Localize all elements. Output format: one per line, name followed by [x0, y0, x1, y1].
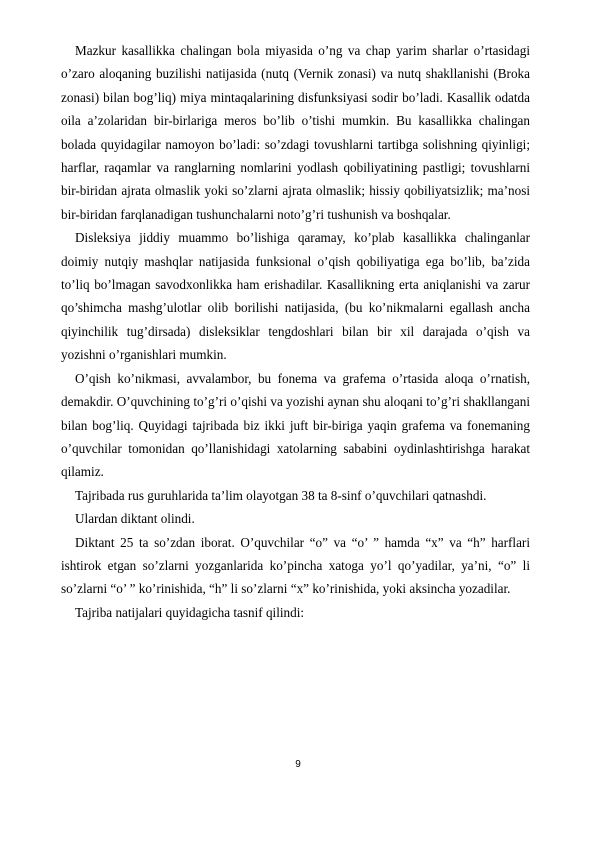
paragraph-dyslexia-outcomes: Disleksiya jiddiy muammo bo’lishiga qaramay, ko’plab kasallikka chalinganlar doimiy nutqiy mashqlar natijasida funksional o’qish qobiliyatiga ega bo’lib, ba’zida to’liq bo’lmagan savodxonlikka ham erishadilar. Kasallikning erta aniqlanishi va zarur qo’shimcha mashg’ulotlar olib borilishi natijasida, (bu ko’nikmalarni egallash ancha qiyinchilik tug’dirsada) disleksiklar tengdoshlari bilan bir xil darajada o’qish va yozishni o’rganishlari mumkin. — [61, 230, 530, 363]
paragraph-reading-skill: O’qish ko’nikmasi, avvalambor, bu fonema va grafema o’rtasida aloqa o’rnatish, demakdir. O’quvchining to’g’ri o’qishi va yozishi aynan shu aloqani to’g’ri shakllangani bilan bog’liq. Quyidagi tajribada biz ikki juft bir-biriga yaqin grafema va fonemaning o’quvchilar tomonidan qo’llanishidagi xatolarning sababini oydinlashtirishga harakat qilamiz. — [61, 370, 530, 480]
document-body — [61, 39, 530, 624]
page-number: 9 — [295, 759, 301, 770]
paragraph-dictation: Ulardan diktant olindi. — [75, 511, 195, 527]
paragraph-dictation-details: Diktant 25 ta so’zdan iborat. O’quvchilar “o” va “o’ ” hamda “x” va “h” harflari ishtirok etgan so’zlarni yozganlarida ko’pincha xatoga yo’l qo’yadilar, ya’ni, “o” li so’zlarni “o’ ” ko’rinishida, “h” li so’zlarni “x” ko’rinishida, yoki aksincha yozadilar. — [61, 534, 530, 597]
paragraph-results-intro: Tajriba natijalari quyidagicha tasnif qilindi: — [75, 604, 305, 620]
paragraph-dyslexia-symptoms: Mazkur kasallikka chalingan bola miyasida o’ng va chap yarim sharlar o’rtasidagi o’zaro aloqaning buzilishi natijasida (nutq (Vernik zonasi) va nutq shakllanishi (Broka zonasi) bilan bog’liq) miya mintaqalarining disfunksiyasi sodir bo’ladi. Kasallik odatda oila a’zolaridan bir-birlariga meros bo’lib o’tishi mumkin. Bu kasallikka chalingan bolada quyidagilar namoyon bo’ladi: so’zdagi tovushlarni tartibga solishning qiyinligi; harflar, raqamlar va ranglarning nomlarini yodlash qobiliyatining pastligi; tovushlarni bir-biridan ajrata olmaslik yoki so’zlarni ajrata olmaslik; hissiy qobiliyatsizlik; ma’nosi bir-biridan farqlanadigan tushunchalarni noto’g’ri tushunish va boshqalar. — [61, 43, 530, 222]
paragraph-experiment-participants: Tajribada rus guruhlarida ta’lim olayotgan 38 ta 8-sinf o’quvchilari qatnashdi. — [75, 487, 487, 503]
